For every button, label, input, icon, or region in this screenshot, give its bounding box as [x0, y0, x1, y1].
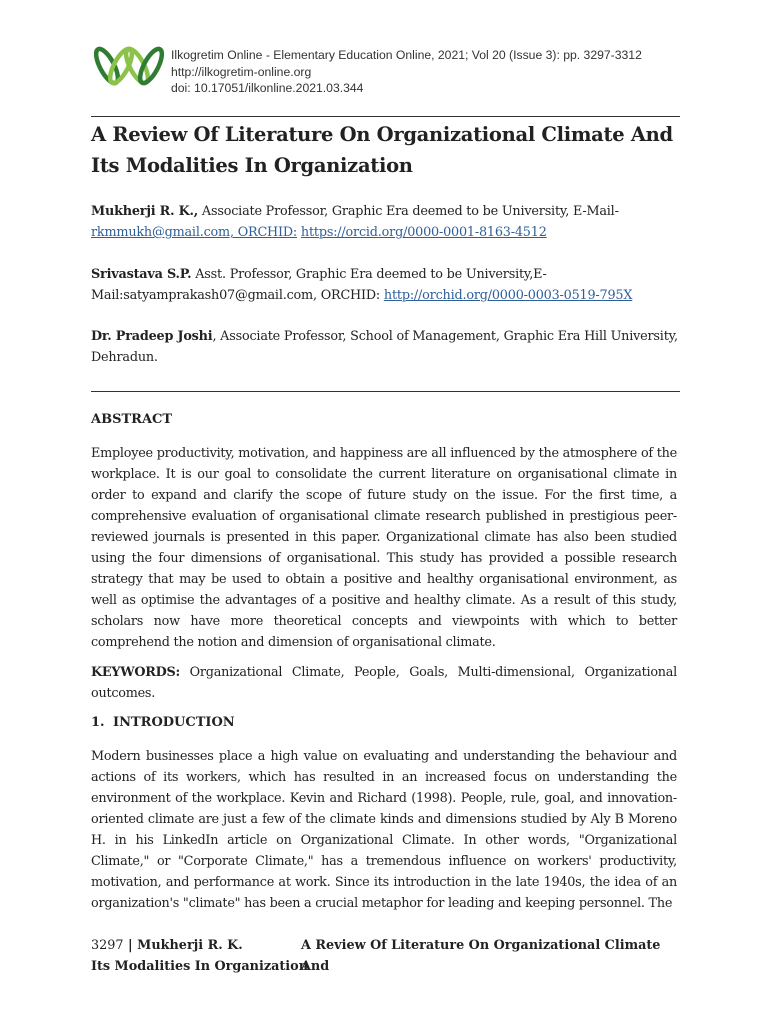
author-2-name: Srivastava S.P.: [91, 267, 192, 282]
journal-citation: Ilkogretim Online - Elementary Education Online, 2021; Vol 20 (Issue 3): pp. 3297-3312: [171, 48, 642, 62]
author-3-name: Dr. Pradeep Joshi: [91, 329, 213, 344]
journal-doi: doi: 10.17051/ilkonline.2021.03.344: [171, 81, 364, 95]
journal-url: http://ilkogretim-online.org: [171, 64, 312, 79]
title-line-1: A Review Of Literature On Organizational Climate And: [91, 123, 673, 146]
section-title: INTRODUCTION: [113, 715, 235, 730]
abstract-text: Employee productivity, motivation, and happiness are all influenced by the atmosphere of the workplace. It is our goal to consolidate the current literature on organisational climate in order to expand and clarify the scope of future study on the issue. For the first time, a comprehensive evaluation of organisational climate research published in prestigious peer-reviewed journals is presented in this paper. Organizational climate has also been studied using the four dimensions of organisational. This study has provided a possible research strategy that may be used to obtain a positive and healthy organisational environment, as well as optimise the advantages of a positive and healthy climate. As a result of this study, scholars now have more theoretical concepts and viewpoints with which to better comprehend the notion and dimension of organisational climate.: [91, 446, 677, 650]
header-divider: [91, 116, 680, 117]
keywords: [91, 662, 677, 704]
author-2-orcid-link[interactable]: http://orchid.org/0000-0003-0519-795X: [383, 288, 633, 303]
abstract-heading: ABSTRACT: [91, 412, 173, 427]
footer-title: A Review Of Literature On Organizational Climate And: [301, 938, 661, 974]
page-number: 3297: [91, 938, 124, 953]
author-2-affiliation: Asst. Professor, Graphic Era deemed to be University,E-: [191, 267, 547, 282]
footer-separator: |: [123, 938, 138, 953]
author-1-orcid-link[interactable]: https://orcid.org/0000-0001-8163-4512: [300, 225, 547, 240]
author-1: [91, 201, 681, 243]
paper-title: [91, 119, 691, 181]
keywords-label: KEYWORDS:: [91, 665, 180, 680]
author-3-affiliation: , Associate Professor, School of Management, Graphic Era Hill University, Dehradun.: [91, 329, 678, 365]
author-2-email: Mail:satyamprakash07@gmail.com, ORCHID:: [91, 288, 384, 303]
title-line-2: Its Modalities In Organization: [91, 154, 413, 177]
author-1-name: Mukherji R. K.,: [91, 204, 199, 219]
journal-info: [171, 47, 642, 97]
page-footer: [91, 935, 677, 974]
author-1-affiliation: Associate Professor, Graphic Era deemed to be University, E-Mail-: [198, 204, 619, 219]
footer-author: Mukherji R. K.: [137, 938, 243, 953]
introduction-heading: [91, 715, 235, 730]
keywords-text: Organizational Climate, People, Goals, Multi-dimensional, Organizational outcomes.: [91, 665, 677, 701]
footer-title-line-2: Its Modalities In Organization: [91, 959, 309, 974]
section-number: 1.: [91, 715, 105, 730]
introduction-text: Modern businesses place a high value on evaluating and understanding the behaviour and actions of its workers, which has resulted in an increased focus on understanding the environment of the workplace. Kevin and Richard (1998). People, rule, goal, and innovation-oriented climate are just a few of the climate kinds and dimensions studied by Aly B Moreno H. in his LinkedIn article on Organizational Climate. In other words, "Organizational Climate," or "Corporate Climate," has a tremendous influence on workers' productivity, motivation, and performance at work. Since its introduction in the late 1940s, the idea of an organization's "climate" has been a crucial metaphor for leading and keeping personnel. The: [91, 749, 677, 911]
author-3: [91, 326, 681, 368]
journal-logo: [94, 42, 164, 90]
author-2: [91, 264, 681, 306]
author-1-email-link[interactable]: rkmmukh@gmail.com, ORCHID:: [91, 225, 298, 240]
authors-divider: [91, 391, 680, 392]
